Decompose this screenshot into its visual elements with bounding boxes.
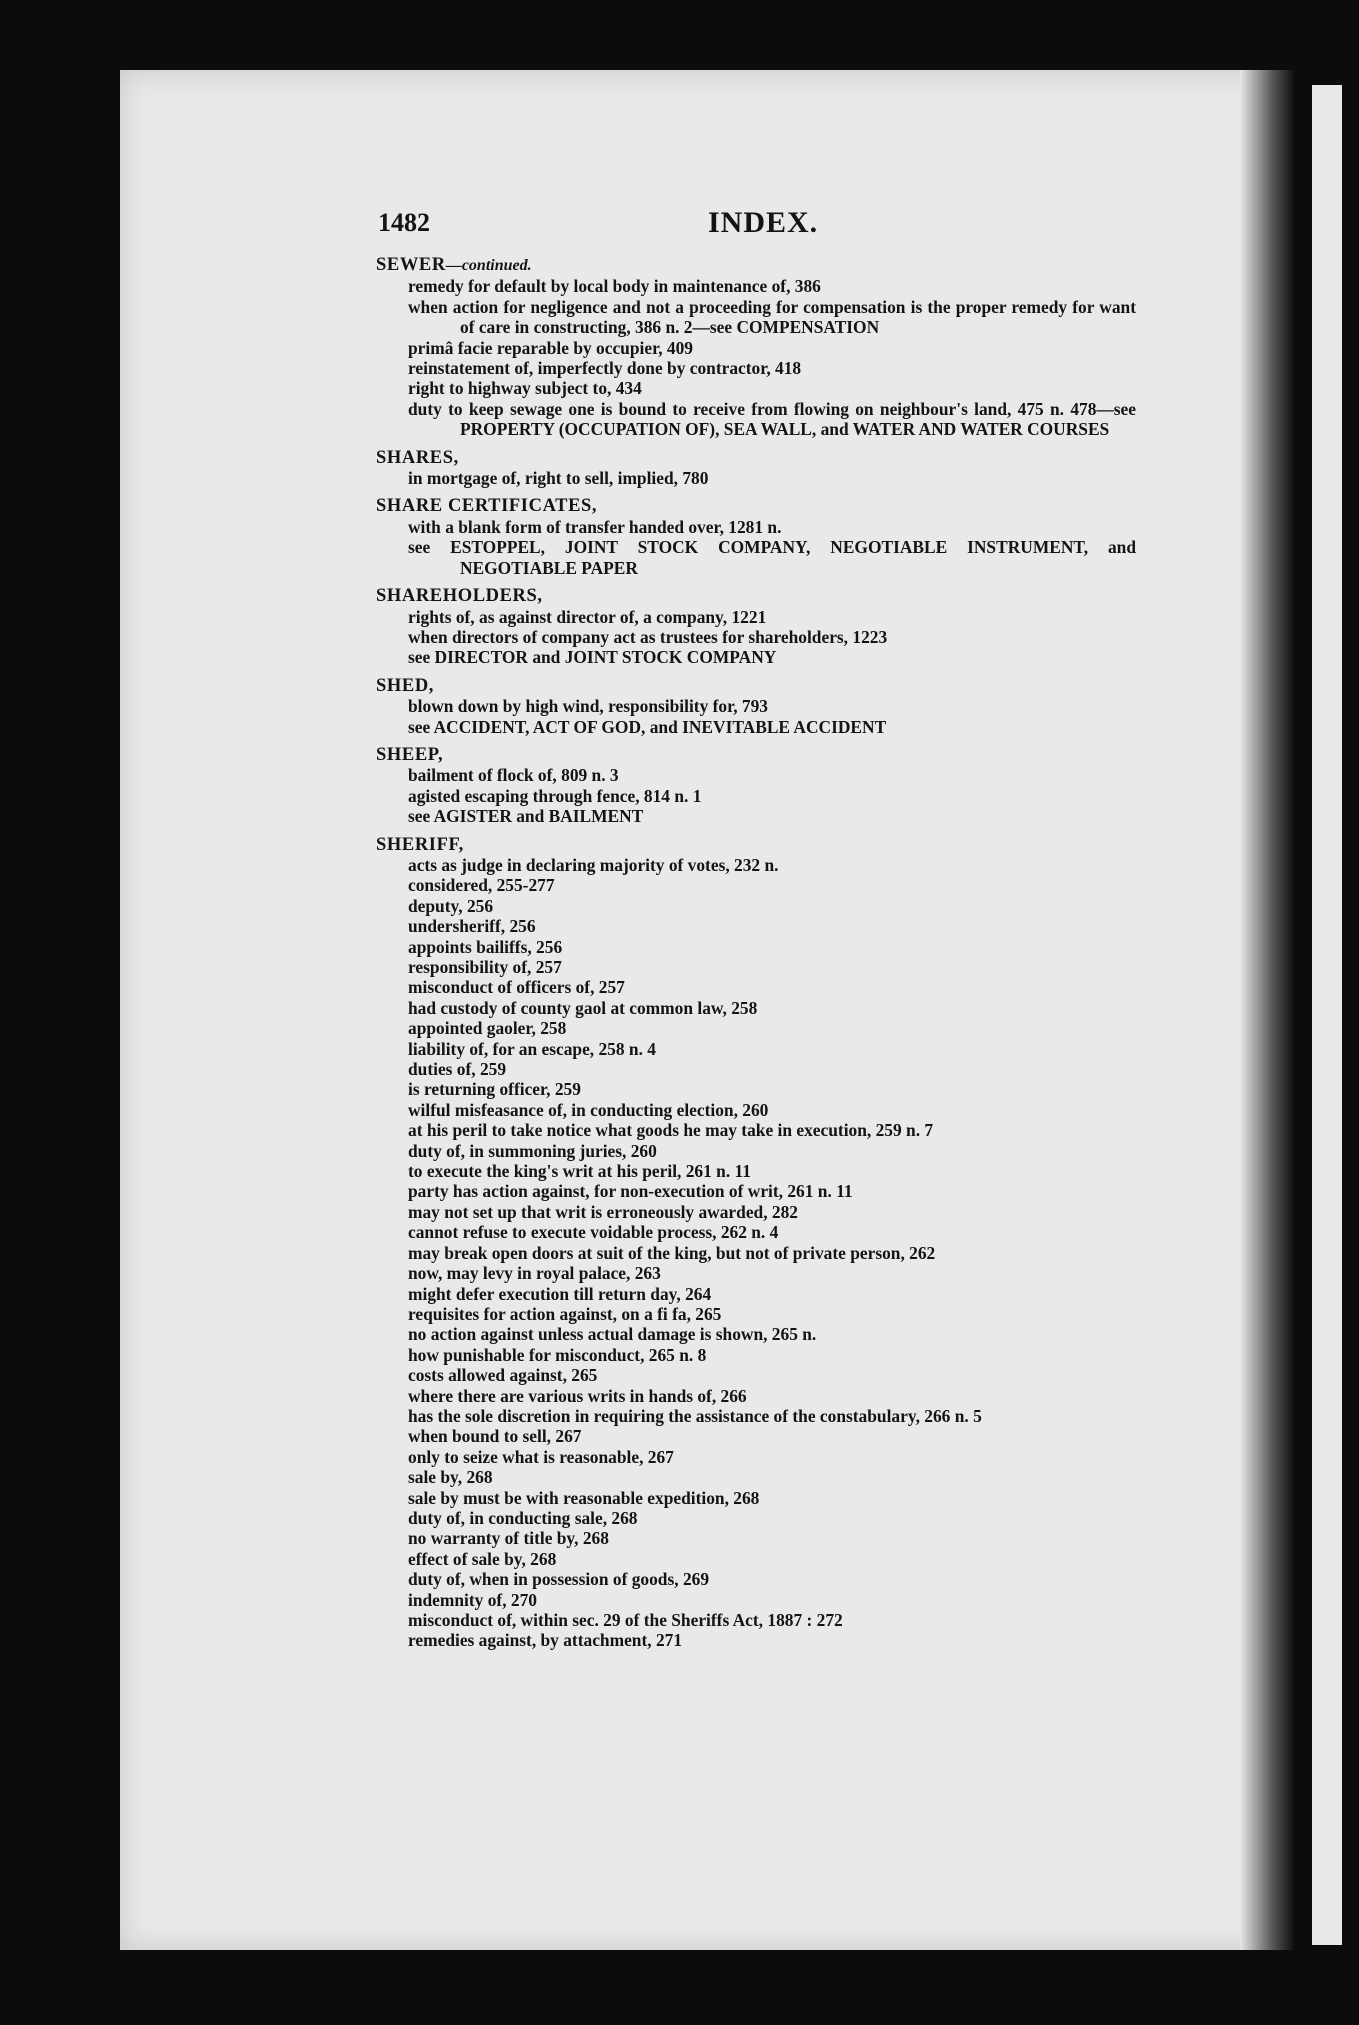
index-subentry: acts as judge in declaring majority of votes, 232 n. xyxy=(408,854,779,875)
index-heading-text: SEWER xyxy=(376,255,446,275)
index-heading xyxy=(376,496,1136,516)
page-title: INDEX. xyxy=(708,206,819,239)
index-heading-text: SHEEP, xyxy=(376,744,444,765)
index-subentry: see AGISTER and BAILMENT xyxy=(408,806,644,827)
index-subentry: how punishable for misconduct, 265 n. 8 xyxy=(408,1344,707,1365)
index-heading-text: SHERIFF, xyxy=(376,834,464,855)
index-heading xyxy=(376,835,1136,855)
index-subentry: agisted escaping through fence, 814 n. 1 xyxy=(408,785,702,806)
index-subentry: in mortgage of, right to sell, implied, 780 xyxy=(408,468,709,489)
index-subentry: liability of, for an escape, 258 n. 4 xyxy=(408,1038,656,1059)
index-subentry: misconduct of officers of, 257 xyxy=(408,977,625,998)
index-subentry: now, may levy in royal palace, 263 xyxy=(408,1263,661,1284)
page-gutter-shadow xyxy=(1240,70,1295,1950)
index-subentry: where there are various writs in hands of, 266 xyxy=(408,1385,747,1406)
index-subentry: requisites for action against, on a fi fa, 265 xyxy=(408,1303,722,1324)
index-subentry: when directors of company act as trustees for shareholders, 1223 xyxy=(408,626,888,647)
index-subentry: see ACCIDENT, ACT OF GOD, and INEVITABLE ACCIDENT xyxy=(408,716,887,737)
index-subentry: no warranty of title by, 268 xyxy=(408,1528,609,1549)
index-heading xyxy=(376,676,1136,696)
index-subentry: considered, 255-277 xyxy=(408,875,555,896)
index-subentry: duties of, 259 xyxy=(408,1059,507,1080)
index-subentry: see DIRECTOR and JOINT STOCK COMPANY xyxy=(408,647,777,668)
index-subentry: duty of, in summoning juries, 260 xyxy=(408,1140,657,1161)
index-subentry: cannot refuse to execute voidable process, 262 n. 4 xyxy=(408,1222,779,1243)
index-heading xyxy=(376,448,1136,468)
index-subentry: indemnity of, 270 xyxy=(408,1589,537,1610)
index-subentry: is returning officer, 259 xyxy=(408,1079,581,1100)
page-header xyxy=(378,208,1138,244)
index-subentry: may not set up that writ is erroneously awarded, 282 xyxy=(408,1201,798,1222)
index-subentry: undersheriff, 256 xyxy=(408,916,536,937)
index-subentry: may break open doors at suit of the king, but not of private person, 262 xyxy=(408,1242,936,1263)
index-subentry: remedies against, by attachment, 271 xyxy=(408,1630,683,1651)
index-subentry: deputy, 256 xyxy=(408,895,494,916)
index-subentry: appointed gaoler, 258 xyxy=(408,1018,567,1039)
index-subentry: misconduct of, within sec. 29 of the Sheriffs Act, 1887 : 272 xyxy=(408,1610,843,1630)
index-subentry: wilful misfeasance of, in conducting election, 260 xyxy=(408,1099,769,1120)
index-heading-text: SHARES, xyxy=(376,447,459,468)
index-subentry: responsibility of, 257 xyxy=(408,957,562,977)
index-heading xyxy=(376,586,1136,606)
index-subentry: effect of sale by, 268 xyxy=(408,1548,557,1569)
page-number: 1482 xyxy=(378,208,430,237)
index-subentry: had custody of county gaol at common law, 258 xyxy=(408,997,758,1018)
index-entry xyxy=(376,745,1136,827)
index-heading-suffix: —continued. xyxy=(445,257,532,274)
index-entry xyxy=(376,835,1136,1651)
index-subentry: might defer execution till return day, 264 xyxy=(408,1283,712,1304)
index-subentry: with a blank form of transfer handed over, 1281 n. xyxy=(408,516,782,537)
facing-page-edge xyxy=(1312,85,1342,1945)
index-subentry: sale by must be with reasonable expedition, 268 xyxy=(408,1487,760,1508)
index-subentry: bailment of flock of, 809 n. 3 xyxy=(408,765,619,786)
index-content xyxy=(376,255,1136,1659)
index-entry xyxy=(376,448,1136,489)
index-heading-text: SHED, xyxy=(376,675,435,696)
index-subentry: sale by, 268 xyxy=(408,1467,493,1488)
index-subentry: see ESTOPPEL, JOINT STOCK COMPANY, NEGOTIABLE INSTRUMENT, and NEGOTIABLE PAPER xyxy=(408,537,1136,578)
index-subentry: duty of, when in possession of goods, 269 xyxy=(408,1569,710,1590)
index-subentry: rights of, as against director of, a company, 1221 xyxy=(408,606,767,627)
index-subentry: blown down by high wind, responsibility for, 793 xyxy=(408,696,769,717)
index-heading xyxy=(376,255,1136,276)
index-subentry: party has action against, for non-execution of writ, 261 n. 11 xyxy=(408,1181,853,1202)
index-subentry: at his peril to take notice what goods he may take in execution, 259 n. 7 xyxy=(408,1120,934,1141)
index-subentry: duty of, in conducting sale, 268 xyxy=(408,1507,638,1528)
index-subentry: only to seize what is reasonable, 267 xyxy=(408,1446,674,1467)
index-entry xyxy=(376,496,1136,578)
index-entry xyxy=(376,255,1136,440)
index-subentry: to execute the king's writ at his peril, 261 n. 11 xyxy=(408,1161,751,1182)
index-heading-text: SHARE CERTIFICATES, xyxy=(376,496,598,517)
index-subentry: when bound to sell, 267 xyxy=(408,1426,582,1447)
index-heading xyxy=(376,745,1136,765)
index-subentry: costs allowed against, 265 xyxy=(408,1365,598,1386)
index-subentry: no action against unless actual damage is shown, 265 n. xyxy=(408,1324,817,1345)
index-subentry: has the sole discretion in requiring the assistance of the constabulary, 266 n. 5 xyxy=(408,1405,982,1426)
index-entry xyxy=(376,586,1136,668)
index-subentry: when action for negligence and not a proceeding for compensation is the proper remedy for want of care in constructing, 386 n. 2—see COMPENSATION xyxy=(408,296,1136,338)
index-subentry: remedy for default by local body in maintenance of, 386 xyxy=(408,276,821,297)
index-subentry: reinstatement of, imperfectly done by contractor, 418 xyxy=(408,358,802,379)
index-subentry: duty to keep sewage one is bound to receive from flowing on neighbour's land, 475 n. 478—see PROPERTY (OCCUPATION OF), SEA WALL, and WATER AND WATER COURSES xyxy=(408,398,1136,440)
index-heading-text: SHAREHOLDERS, xyxy=(376,586,543,607)
index-entry xyxy=(376,676,1136,737)
index-subentry: appoints bailiffs, 256 xyxy=(408,936,563,957)
index-subentry: primâ facie reparable by occupier, 409 xyxy=(408,337,693,358)
index-subentry: right to highway subject to, 434 xyxy=(408,378,642,399)
